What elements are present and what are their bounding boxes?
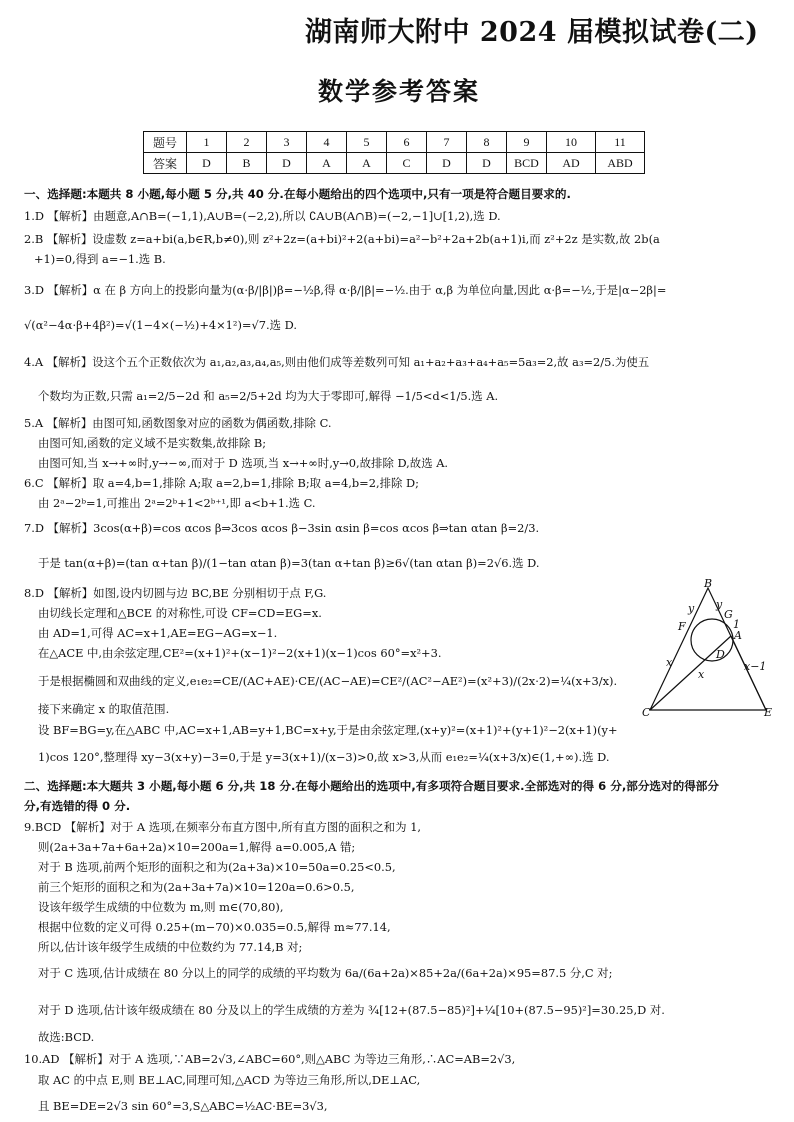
table-cell: 1 [187, 132, 227, 153]
section-heading: 二、选择题:本大题共 3 小题,每小题 6 分,共 18 分.在每小题给出的选项中,有多项符合题目要求.全部选对的得 6 分,部分选对的得部分 [24, 779, 719, 793]
triangle-bce [650, 588, 766, 710]
answer-line: 对于 B 选项,前两个矩形的面积之和为(2a+3a)×10=50a=0.25<0.5, [38, 860, 396, 874]
table-cell: D [467, 153, 507, 174]
table-cell: 11 [596, 132, 645, 153]
answer-line: 由切线长定理和△BCE 的对称性,可设 CF=CD=EG=x. [38, 606, 322, 620]
answer-line: 9.BCD 【解析】对于 A 选项,在频率分布直方图中,所有直方图的面积之和为 1, [24, 820, 422, 834]
point-label-e: E [764, 706, 773, 718]
answer-line: 6.C 【解析】取 a=4,b=1,排除 A;取 a=2,b=1,排除 B;取 a=4,b=2,排除 D; [24, 476, 419, 490]
table-cell: D [187, 153, 227, 174]
row-label-number: 题号 [144, 132, 187, 153]
table-cell: AD [547, 153, 596, 174]
answer-line: 则(2a+3a+7a+6a+2a)×10=200a=1,解得 a=0.005,A 错; [38, 840, 356, 854]
answer-line: 8.D 【解析】如图,设内切圆与边 BC,BE 分别相切于点 F,G. [24, 586, 327, 600]
answer-line: 由图可知,函数的定义域不是实数集,故排除 B; [38, 436, 267, 450]
table-cell: D [267, 153, 307, 174]
answer-line: 设该年级学生成绩的中位数为 m,则 m∈(70,80), [38, 900, 284, 914]
triangle-figure [640, 578, 780, 718]
answer-line: 3.D 【解析】α 在 β 方向上的投影向量为(α·β/|β|)β=−½β,得 α·β/|β|=−½.由于 α,β 为单位向量,因此 α·β=−½,于是|α−2β|= [24, 283, 667, 297]
table-cell: 2 [227, 132, 267, 153]
answer-line: √(α²−4α·β+4β²)=√(1−4×(−½)+4×1²)=√7.选 D. [24, 318, 297, 332]
table-cell: 7 [427, 132, 467, 153]
point-label-a: A [734, 629, 742, 642]
segment-ae [731, 636, 766, 710]
table-cell: 5 [347, 132, 387, 153]
answer-line: 5.A 【解析】由图可知,函数图象对应的函数为偶函数,排除 C. [24, 416, 332, 430]
answer-line: 由 AD=1,可得 AC=x+1,AE=EG−AG=x−1. [38, 626, 278, 640]
answer-line: 且 BE=DE=2√3 sin 60°=3,S△ABC=½AC·BE=3√3, [38, 1099, 328, 1113]
answer-line: 于是根据椭圆和双曲线的定义,e₁e₂=CE/(AC+AE)·CE/(AC−AE)=CE²/(AC²−AE²)=(x²+3)/(2x·2)=¼(x+3/x). [38, 674, 618, 688]
answer-line: 设 BF=BG=y,在△ABC 中,AC=x+1,AB=y+1,BC=x+y,于是由余弦定理,(x+y)²=(x+1)²+(y+1)²−2(x+1)(y+ [38, 723, 618, 737]
answer-line: 前三个矩形的面积之和为(2a+3a+7a)×10=120a=0.6>0.5, [38, 880, 355, 894]
answer-line: 所以,估计该年级学生成绩的中位数约为 77.14,B 对; [38, 940, 303, 954]
answer-line: 由图可知,当 x→+∞时,y→−∞,而对于 D 选项,当 x→+∞时,y→0,故排除 D,故选 A. [38, 456, 449, 470]
table-cell: BCD [507, 153, 547, 174]
edge-label-x2: x [698, 668, 705, 681]
table-cell: 8 [467, 132, 507, 153]
answer-line: 10.AD 【解析】对于 A 选项,∵AB=2√3,∠ABC=60°,则△ABC 为等边三角形,∴AC=AB=2√3, [24, 1052, 516, 1066]
table-cell: 6 [387, 132, 427, 153]
edge-label-1: 1 [733, 618, 740, 631]
answer-table [143, 131, 645, 174]
table-cell: D [427, 153, 467, 174]
point-label-f: F [678, 620, 686, 633]
table-cell: 4 [307, 132, 347, 153]
table-row-numbers [144, 132, 645, 153]
answer-line: 根据中位数的定义可得 0.25+(m−70)×0.035=0.5,解得 m≈77.14, [38, 920, 391, 934]
table-cell: A [307, 153, 347, 174]
edge-label-y2: y [716, 598, 723, 611]
edge-label-x1: x [666, 656, 673, 669]
answer-line: 4.A 【解析】设这个五个正数依次为 a₁,a₂,a₃,a₄,a₅,则由他们成等差数列可知 a₁+a₂+a₃+a₄+a₅=5a₃=2,故 a₃=2/5.为使五 [24, 355, 650, 369]
table-cell: A [347, 153, 387, 174]
table-cell: ABD [596, 153, 645, 174]
point-label-b: B [704, 578, 713, 590]
section-heading: 一、选择题:本题共 8 小题,每小题 5 分,共 40 分.在每小题给出的四个选项中,只有一项是符合题目要求的. [24, 187, 571, 201]
answer-line: 由 2ᵃ−2ᵇ=1,可推出 2ᵃ=2ᵇ+1<2ᵇ⁺¹,即 a<b+1.选 C. [38, 496, 316, 510]
answer-line: 于是 tan(α+β)=(tan α+tan β)/(1−tan αtan β)=3(tan α+tan β)≥6√(tan αtan β)=2√6.选 D. [38, 556, 540, 570]
point-label-d: D [716, 648, 725, 661]
edge-label-y1: y [688, 602, 695, 615]
table-cell: 9 [507, 132, 547, 153]
answer-line: 在△ACE 中,由余弦定理,CE²=(x+1)²+(x−1)²−2(x+1)(x−1)cos 60°=x²+3. [38, 646, 442, 660]
answer-line: 对于 C 选项,估计成绩在 80 分以上的同学的成绩的平均数为 6a/(6a+2a)×85+2a/(6a+2a)×95=87.5 分,C 对; [38, 966, 613, 980]
edge-label-x-minus-1: x−1 [744, 660, 767, 673]
answer-line: 取 AC 的中点 E,则 BE⊥AC,同理可知,△ACD 为等边三角形,所以,DE⊥AC, [38, 1073, 421, 1087]
answer-line: 1)cos 120°,整理得 xy−3(x+y)−3=0,于是 y=3(x+1)/(x−3)>0,故 x>3,从而 e₁e₂=¼(x+3/x)∈(1,+∞).选 D. [38, 750, 610, 764]
answer-line: 2.B 【解析】设虚数 z=a+bi(a,b∈R,b≠0),则 z²+2z=(a+bi)²+2(a+bi)=a²−b²+2a+2b(a+1)i,而 z²+2z 是实数,故 2b(a [24, 232, 660, 246]
answer-line: 7.D 【解析】3cos(α+β)=cos αcos β⇒3cos αcos β−3sin αsin β=cos αcos β⇒tan αtan β=2/3. [24, 521, 540, 535]
point-label-c: C [642, 706, 651, 718]
row-label-answer: 答案 [144, 153, 187, 174]
answer-line: 对于 D 选项,估计该年级成绩在 80 分及以上的学生成绩的方差为 ¾[12+(87.5−85)²]+¼[10+(87.5−95)²]=30.25,D 对. [38, 1003, 665, 1017]
section-heading: 分,有选错的得 0 分. [24, 799, 131, 813]
table-cell: 3 [267, 132, 307, 153]
header-title: 湖南师大附中 2024 届模拟试卷(二) [305, 17, 759, 48]
answer-line: +1)=0,得到 a=−1.选 B. [34, 252, 166, 266]
table-cell: C [387, 153, 427, 174]
answer-line: 接下来确定 x 的取值范围. [38, 702, 170, 716]
table-cell: B [227, 153, 267, 174]
document-title: 数学参考答案 [318, 77, 481, 106]
answer-line: 故选:BCD. [38, 1030, 95, 1044]
table-cell: 10 [547, 132, 596, 153]
answer-line: 个数均为正数,只需 a₁=2/5−2d 和 a₅=2/5+2d 均为大于零即可,解得 −1/5<d<1/5.选 A. [38, 389, 499, 403]
table-row-answers [144, 153, 645, 174]
answer-line: 1.D 【解析】由题意,A∩B=(−1,1),A∪B=(−2,2),所以 ∁A∪B(A∩B)=(−2,−1]∪[1,2),选 D. [24, 209, 501, 223]
point-label-g: G [724, 608, 733, 621]
